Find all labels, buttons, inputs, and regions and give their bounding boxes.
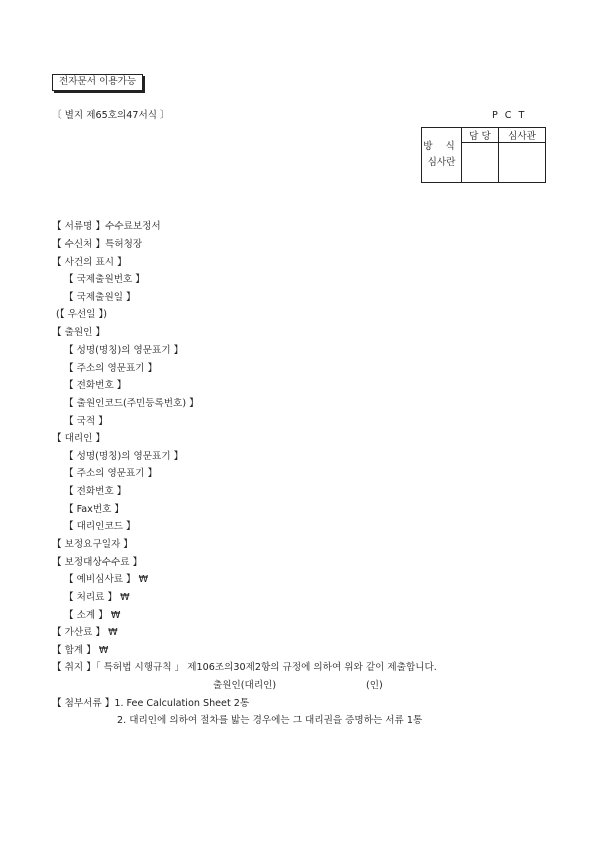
subtotal-field: 【 소계 】 ₩ (64, 610, 121, 621)
surcharge-field: 【 가산료 】 ₩ (52, 627, 118, 638)
pct-label: PCT (492, 110, 532, 121)
applicant-phone-field: 【 전화번호 】 (64, 380, 127, 391)
review-col-officer: 담 당 (462, 128, 499, 143)
review-side-line2: 심사란 (427, 157, 456, 168)
review-officer-cell (462, 143, 499, 183)
amendment-request-date-field: 【 보정요구일자 】 (52, 539, 133, 550)
intl-application-number-field: 【 국제출원번호 】 (64, 274, 145, 285)
agent-phone-field: 【 전화번호 】 (64, 486, 127, 497)
review-col-examiner: 심사관 (498, 128, 545, 143)
fees-to-amend-section: 【 보정대상수수료 】 (52, 557, 143, 568)
signatory-label: 출원인(대리인) (213, 680, 277, 691)
attachments-field: 【 첨부서류 】1. Fee Calculation Sheet 2통 (52, 698, 250, 709)
purpose-statement: 【 취지 】「 특허법 시행규칙 」 제106조의30제2항의 규정에 의하여 위와 같이 제출합니다. (52, 662, 437, 673)
review-examiner-cell (498, 143, 545, 183)
total-field: 【 합계 】 ₩ (52, 645, 109, 656)
applicant-code-field: 【 출원인코드(주민등록번호) 】 (64, 398, 199, 409)
preliminary-exam-fee-field: 【 예비심사료 】 ₩ (64, 574, 149, 585)
review-side-line1: 방 식 (423, 141, 460, 152)
applicant-english-name-field: 【 성명(명칭)의 영문표기 】 (64, 345, 184, 356)
case-display-field: 【 사건의 표시 】 (52, 257, 127, 268)
document-name-field: 【 서류명 】수수료보정서 (52, 221, 161, 232)
intl-filing-date-field: 【 국제출원일 】 (64, 292, 136, 303)
agent-section: 【 대리인 】 (52, 433, 106, 444)
handling-fee-field: 【 처리료 】 ₩ (64, 592, 130, 603)
seal-label: (인) (366, 680, 383, 691)
recipient-field: 【 수신처 】특허청장 (52, 239, 143, 250)
agent-english-name-field: 【 성명(명칭)의 영문표기 】 (64, 451, 184, 462)
e-document-available-badge: 전자문서 이용가능 (52, 74, 143, 91)
review-box (421, 127, 546, 183)
applicant-section: 【 출원인 】 (52, 327, 106, 338)
attachment-item-2: 2. 대리인에 의하여 절차를 밟는 경우에는 그 대리권을 증명하는 서류 1통 (117, 715, 423, 726)
agent-fax-field: 【 Fax번호 】 (64, 504, 125, 515)
applicant-english-address-field: 【 주소의 영문표기 】 (64, 363, 158, 374)
priority-date-field: (【 우선일 】) (56, 309, 107, 320)
agent-code-field: 【 대리인코드 】 (64, 521, 136, 532)
applicant-nationality-field: 【 국적 】 (64, 416, 108, 427)
review-side-label (422, 128, 462, 183)
form-reference: 〔 별지 제65호의47서식 〕 (52, 110, 170, 121)
agent-english-address-field: 【 주소의 영문표기 】 (64, 468, 158, 479)
